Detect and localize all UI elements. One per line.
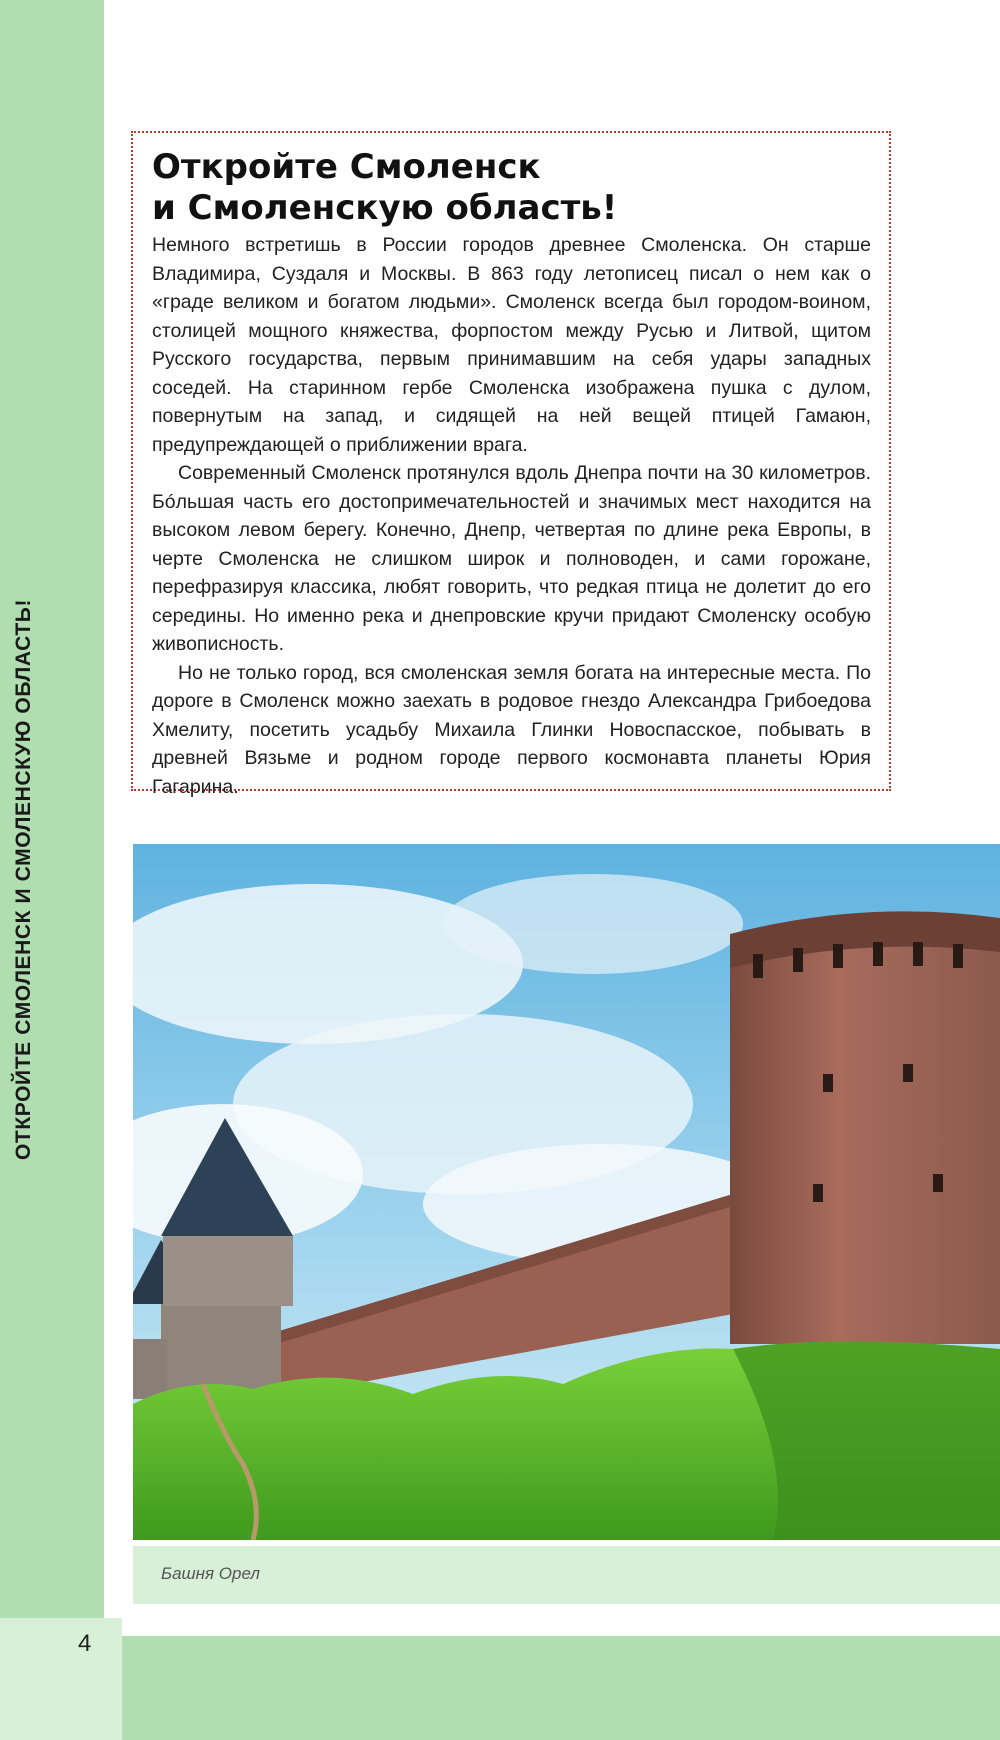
title-line-1: Откройте Смоленск (152, 147, 541, 187)
photo-caption: Башня Орел (161, 1564, 260, 1583)
title-line-2: и Смоленскую область! (152, 188, 618, 228)
page-title (152, 147, 871, 229)
tower-photo (133, 844, 1000, 1540)
footer-band (122, 1636, 1000, 1740)
paragraph-3: Но не только город, вся смоленская земля богата на интересные места. По дороге в Смоленск можно заехать в родовое гнездо Александра Грибоедова Хмелиту, посетить усадьбу Михаила Глинки Новоспасское, побывать в древней Вязьме и родном городе первого космонавта планеты Юрия Гагарина. (152, 661, 871, 798)
page-number-box (0, 1618, 122, 1740)
paragraph-1: Немного встретишь в России городов древнее Смоленска. Он старше Владимира, Суздаля и Москвы. В 863 году летописец писал о нем как о «граде великом и богатом людьми». Смоленск всегда был городом-воином, столицей мощного княжества, форпостом между Русью и Литвой, щитом Русского государства, первым принимавшим на себя удары западных соседей. На старинном гербе Смоленска изображена пушка с дулом, повернутым на запад, и сидящей на ней вещей птицей Гамаюн, предупреждающей о приближении врага. (152, 234, 871, 456)
running-header: ОТКРОЙТЕ СМОЛЕНСК И СМОЛЕНСКУЮ ОБЛАСТЬ! (12, 598, 35, 1160)
paragraph-2: Современный Смоленск протянулся вдоль Днепра почти на 30 километров. Бóльшая часть его достопримечательностей и значимых мест находится на высоком левом берегу. Конечно, Днепр, четвертая по длине река Европы, в черте Смоленска не слишком широк и полноводен, и сами горожане, перефразируя классика, любят говорить, что редкая птица не долетит до его середины. Но именно река и днепровские кручи придают Смоленску особую живописность. (152, 462, 871, 655)
intro-box (131, 131, 891, 798)
page-number: 4 (78, 1630, 92, 1657)
caption-bar (133, 1546, 1000, 1604)
